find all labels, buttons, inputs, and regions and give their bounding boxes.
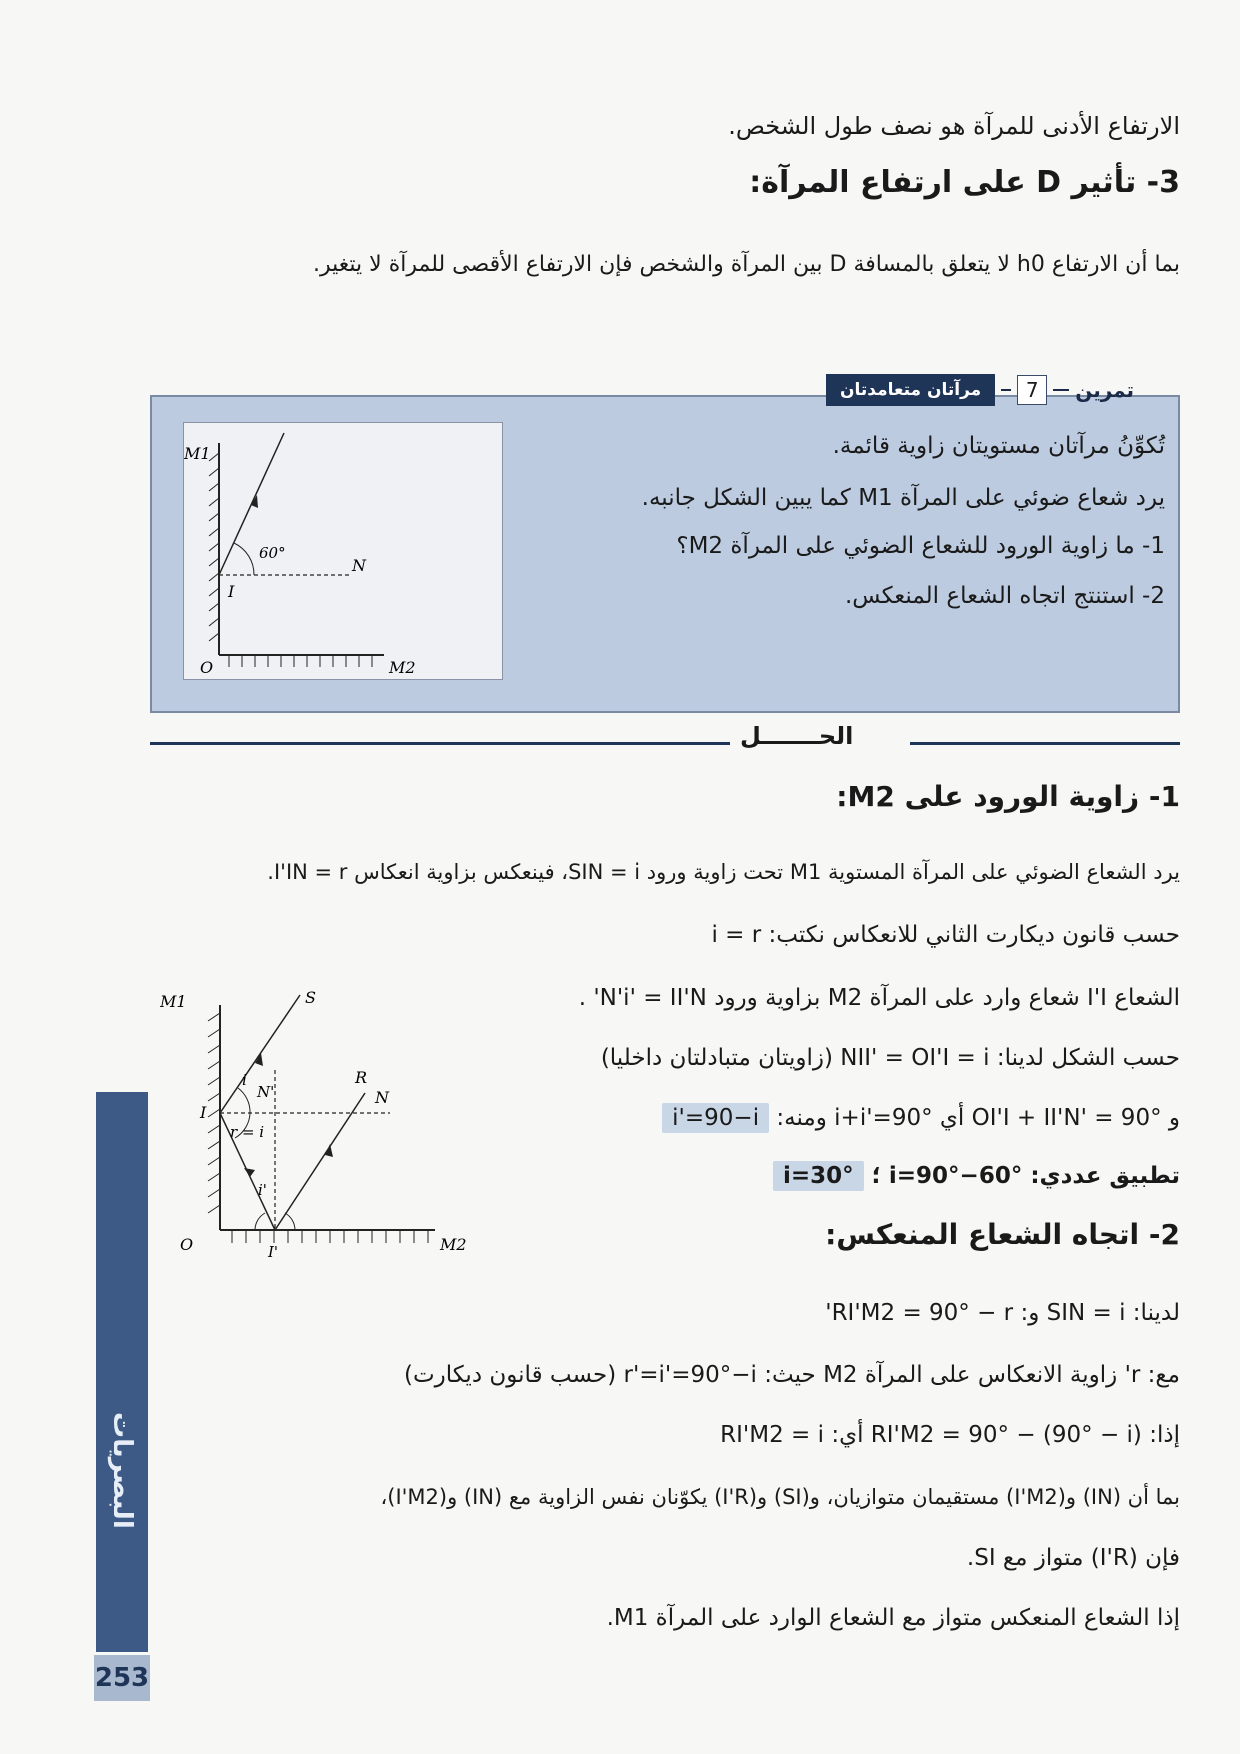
- solution-text: حسب قانون ديكارت الثاني للانعكاس نكتب: i = r: [711, 922, 1180, 948]
- exercise-question: 1- ما زاوية الورود للشعاع الضوئي على المرآة M2؟: [676, 533, 1165, 559]
- point-i-label: I: [228, 582, 235, 601]
- solution-text: مع: r' زاوية الانعكاس على المرآة M2 حيث: r'=i'=90°−i (حسب قانون ديكارت): [403, 1362, 1180, 1388]
- exercise-number: 7: [1017, 375, 1047, 405]
- page-number: 253: [94, 1655, 150, 1701]
- angle-label: 60°: [259, 544, 286, 562]
- exercise-figure: [183, 422, 503, 680]
- point-i-label: I: [200, 1103, 207, 1122]
- solution-text: إذا: RI'M2 = 90° − (90° − i) أي: RI'M2 = i: [720, 1422, 1180, 1448]
- solution-text: بما أن (IN) و(I'M2) مستقيمان متوازيان، و(SI) و(I'R) يكوّنان نفس الزاوية مع (IN) و(I'M2)،: [380, 1485, 1180, 1509]
- solution-text: [662, 1105, 1180, 1131]
- point-o-label: O: [180, 1235, 194, 1254]
- exercise-question: 2- استنتج اتجاه الشعاع المنعكس.: [844, 583, 1165, 609]
- solution-text: لدينا: SIN = i و: RI'M2 = 90° − r': [825, 1300, 1180, 1326]
- solution-text: الشعاع I'I شعاع وارد على المرآة M2 بزاوية ورود N'i' = II'N' .: [578, 985, 1180, 1011]
- tag-divider: [1053, 389, 1069, 391]
- highlighted-result: i=30°: [773, 1161, 864, 1191]
- mirrors-diagram: [184, 423, 502, 679]
- point-n-label: N: [352, 556, 366, 575]
- m2-label: M2: [440, 1235, 467, 1254]
- exercise-text: تُكوِّنُ مرآتان مستويتان زاوية قائمة.: [832, 433, 1165, 459]
- solution-title: الحـــــــل: [740, 722, 854, 750]
- exercise-text: يرد شعاع ضوئي على المرآة M1 كما يبين الشكل جانبه.: [641, 485, 1165, 511]
- solution-text: فإن (I'R) متواز مع SI.: [966, 1545, 1180, 1571]
- solution-text: [773, 1163, 1180, 1189]
- point-n-label: N: [375, 1088, 389, 1107]
- equation-text: و OI'I + II'N' = 90° أي i+i'=90° ومنه:: [776, 1105, 1180, 1131]
- solution-text: حسب الشكل لدينا: NII' = OI'I = i (زاويتان متبادلتان داخليا): [600, 1045, 1180, 1071]
- solution-title-bar: [150, 722, 1180, 762]
- solution-text: إذا الشعاع المنعكس متواز مع الشعاع الوارد على المرآة M1.: [606, 1605, 1180, 1631]
- point-i-prime-label: I': [268, 1243, 279, 1260]
- point-n-prime-label: N': [257, 1083, 275, 1101]
- section-heading: 2- اتجاه الشعاع المنعكس:: [825, 1218, 1180, 1251]
- m2-label: M2: [389, 658, 416, 677]
- highlighted-result: i'=90−i: [662, 1103, 769, 1133]
- title-rule: [910, 742, 1180, 745]
- exercise-title: مرآتان متعامدتان: [826, 374, 995, 406]
- exercise-tag: [826, 372, 1134, 408]
- reflection-diagram: [160, 985, 490, 1260]
- section-heading: 3- تأثير D على ارتفاع المرآة:: [749, 165, 1180, 200]
- point-o-label: O: [200, 658, 214, 677]
- solution-text: يرد الشعاع الضوئي على المرآة المستوية M1 تحت زاوية ورود SIN = i، فينعكس بزاوية انعكاس I'IN = r.: [267, 860, 1180, 884]
- section-heading: 1- زاوية الورود على M2:: [836, 780, 1180, 813]
- intro-line: الارتفاع الأدنى للمرآة هو نصف طول الشخص.: [728, 112, 1180, 140]
- point-r-label: R: [355, 1068, 368, 1087]
- intro-line: بما أن الارتفاع h0 لا يتعلق بالمسافة D بين المرآة والشخص فإن الارتفاع الأقصى للمرآة لا يتغير.: [313, 252, 1180, 277]
- angle-i-prime-label: i': [258, 1181, 267, 1199]
- m1-label: M1: [160, 992, 187, 1011]
- exercise-label: تمرين: [1075, 378, 1135, 402]
- section-brand: البصريات: [107, 1411, 137, 1529]
- tag-divider: [1001, 389, 1011, 391]
- m1-label: M1: [184, 444, 211, 463]
- angle-i-label: i: [242, 1071, 247, 1089]
- solution-figure: [160, 985, 490, 1260]
- equation-text: تطبيق عددي: i=90°−60° ؛: [871, 1163, 1180, 1189]
- angle-r-label: r = i: [230, 1123, 265, 1141]
- point-s-label: S: [305, 988, 316, 1007]
- title-rule: [150, 742, 730, 745]
